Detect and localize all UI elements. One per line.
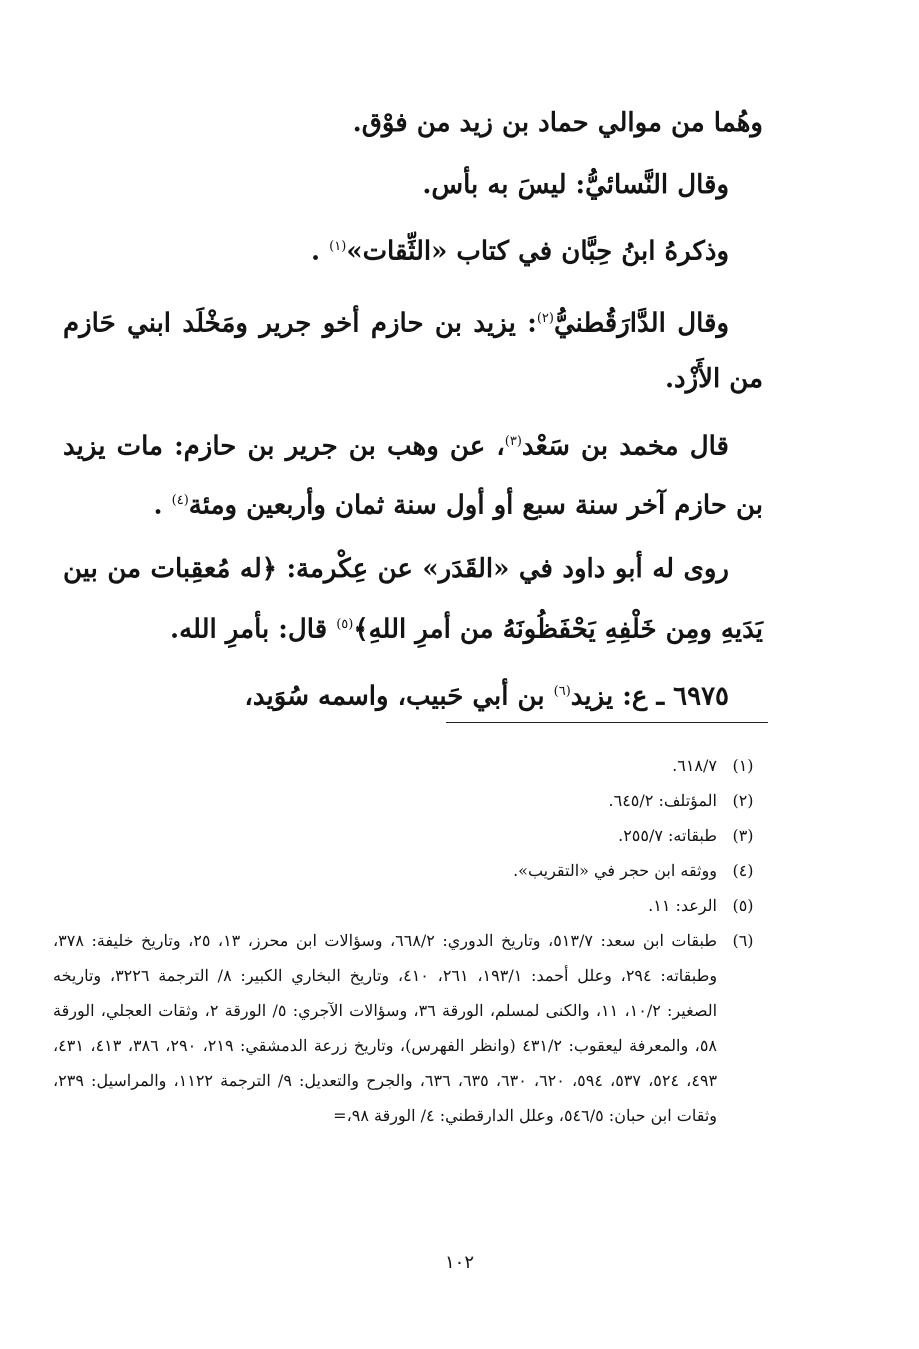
footnote — [53, 923, 769, 1133]
footnote — [53, 853, 769, 888]
paragraph-3-end: . — [311, 236, 321, 267]
footnote-ref-5[interactable]: (٥) — [336, 616, 354, 632]
footnote-ref-2[interactable]: (٢) — [536, 310, 554, 326]
footnote-number: (٦) — [732, 931, 754, 950]
paragraph-6-text-cont: قال: بأمرِ الله. — [170, 614, 337, 645]
paragraph-2 — [63, 154, 763, 216]
footnote-text: ووثقه ابن حجر في «التقريب». — [513, 861, 717, 880]
footnotes — [53, 748, 769, 1133]
paragraph-3-text: وذكرهُ ابنُ حِبَّان في كتاب «الثِّقات» — [346, 236, 729, 267]
footnote-divider — [446, 722, 768, 723]
footnote — [53, 888, 769, 923]
footnote-text: الرعد: ١١. — [648, 896, 717, 915]
footnote-ref-6[interactable]: (٦) — [553, 684, 571, 700]
paragraph-5-end: . — [153, 490, 163, 521]
paragraph-1 — [63, 92, 763, 154]
paragraph-2-text: وقال النَّسائيُّ: ليسَ به بأس. — [422, 170, 729, 200]
paragraph-5-text: قال مخمد بن سَعْد — [521, 431, 729, 462]
page-number: ١٠٢ — [444, 1252, 474, 1273]
paragraph-6 — [63, 541, 763, 658]
footnote — [53, 783, 769, 818]
paragraph-5 — [63, 415, 763, 532]
footnote-number: (٢) — [732, 791, 754, 810]
footnote-text: ٦١٨/٧. — [672, 756, 717, 775]
footnote-number: (٣) — [732, 826, 754, 845]
footnote-number: (١) — [732, 756, 754, 775]
footnote-text: المؤتلف: ٦٤٥/٢. — [608, 791, 717, 810]
paragraph-4-text: وقال الدَّارَقُطنيُّ — [553, 308, 729, 339]
footnote — [53, 748, 769, 783]
paragraph-6-text: روى له أبو داود في «القَدَر» عن عِكْرمة: ﴿له مُعقِبات من بين يَدَيهِ ومِن خَلْفِهِ يَحْفَظُونَهُ من أمرِ اللهِ﴾ — [63, 553, 763, 645]
entry-number: ٦٩٧٥ ـ ع: يزيد — [570, 681, 729, 712]
entry-heading — [63, 663, 763, 726]
footnote-text: طبقات ابن سعد: ٥١٣/٧، وتاريخ الدوري: ٦٦٨/٢، وسؤالات ابن محرز، ١٣، ٢٥، وتاريخ خليفة: ٣٧٨، وطبقاته: ٢٩٤، وعلل أحمد: ١٩٣/١، ٢٦١، ٤١٠، وتاريخ البخاري الكبير: ٨/ الترجمة ٣٢٢٦، وتاريخه الصغير: ١٠/٢، ١١، والكنى لمسلم، الورقة ٣٦، وسؤالات الآجري: ٥/ الورقة ٢، وثقات العجلي، الورقة ٥٨، والمعرفة ليعقوب: ٤٣١/٢ (وانظر الفهرس)، وتاريخ زرعة الدمشقي: ٢١٩، ٢٩٠، ٣٨٦، ٤١٣، ٤٣١، ٤٩٣، ٥٢٤، ٥٣٧، ٥٩٤، ٦٢٠، ٦٣٠، ٦٣٥، ٦٣٦، والجرح والتعديل: ٩/ الترجمة ١١٢٢، والمراسيل: ٢٣٩، وثقات ابن حبان: ٥٤٦/٥، وعلل الدارقطني: ٤/ الورقة ٩٨،= — [53, 931, 718, 1125]
paragraph-4-text-cont: : يزيد بن حازم أخو جرير ومَخْلَد ابني حَازم من الأَزْد. — [63, 308, 763, 395]
entry-heading-text: بن أبي حَبيب، واسمه سُوَيد، — [244, 681, 554, 712]
footnote-ref-1[interactable]: (١) — [329, 239, 347, 254]
footnote — [53, 818, 769, 853]
footnote-text: طبقاته: ٢٥٥/٧. — [618, 826, 717, 845]
main-text — [63, 92, 763, 726]
paragraph-5-text-cont: ، عن وهب بن جرير بن حازم: مات يزيد بن حازم آخر سنة سبع أو أول سنة ثمان وأربعين ومئة — [63, 431, 763, 521]
paragraph-3 — [63, 216, 763, 283]
footnote-ref-3[interactable]: (٣) — [504, 434, 522, 450]
paragraph-4 — [63, 291, 763, 408]
footnote-number: (٤) — [732, 861, 754, 880]
footnote-number: (٥) — [732, 896, 754, 915]
paragraph-1-text: وهُما من موالي حماد بن زيد من فوْق. — [352, 108, 763, 138]
footnote-ref-4[interactable]: (٤) — [171, 492, 189, 508]
